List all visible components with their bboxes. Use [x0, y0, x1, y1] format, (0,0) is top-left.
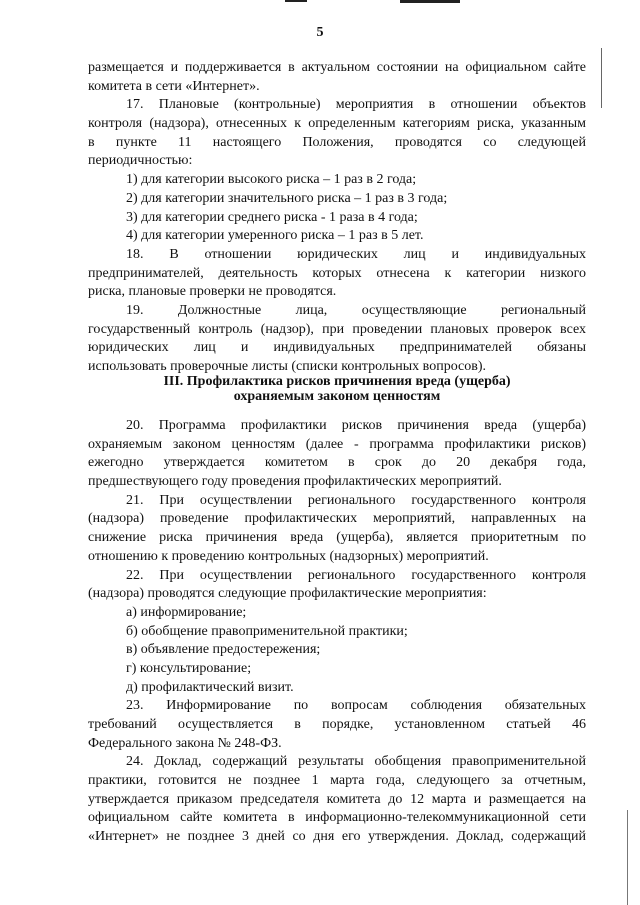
paragraph-20: 20. Программа профилактики рисков причинения вреда (ущерба) [126, 418, 586, 433]
text-line: государственный контроль (надзор), при проведении плановых проверок всех [88, 321, 586, 337]
text-line: риска, плановые проверки не проводятся. [88, 284, 337, 300]
paragraph-18: 18. В отношении юридических лиц и индивидуальных [126, 246, 586, 262]
list-item: 2) для категории значительного риска – 1 раз в 3 года; [126, 190, 448, 206]
paragraph-19: 19. Должностные лица, осуществляющие региональный [126, 302, 586, 318]
list-item: 1) для категории высокого риска – 1 раз в 2 года; [126, 172, 417, 188]
text-line: охраняемым законом ценностям (далее - программа профилактики рисков) [88, 436, 586, 452]
text-line: Федерального закона № 248-ФЗ. [88, 735, 282, 751]
paragraph-22: 22. При осуществлении регионального государственного контроля [126, 567, 586, 583]
text-line: (надзора) проведение профилактических мероприятий, направленных на [88, 511, 586, 527]
list-item: д) профилактический визит. [126, 679, 294, 695]
heading-line: охраняемым законом ценностям [233, 389, 441, 404]
text-line: официальном сайте комитета в информационно-телекоммуникационной сети [88, 810, 586, 826]
list-item: г) консультирование; [126, 660, 252, 676]
text-line: требований осуществляется в порядке, установленном статьей 46 [88, 717, 586, 732]
paragraph-21: 21. При осуществлении регионального государственного контроля [126, 492, 586, 508]
text-line: утверждается приказом председателя комитета до 12 марта и размещается на [88, 791, 586, 807]
text-line: отношению к проведению контрольных (надзорных) мероприятий. [88, 548, 489, 564]
list-item: а) информирование; [126, 604, 247, 620]
text-line: размещается и поддерживается в актуальном состоянии на официальном сайте [88, 60, 586, 75]
list-item: 3) для категории среднего риска - 1 раза в 4 года; [126, 209, 418, 225]
text-line: (надзора) проводятся следующие профилактические мероприятия: [88, 586, 487, 602]
text-line: использовать проверочные листы (списки контрольных вопросов). [88, 359, 487, 374]
scan-margin-line-lower [627, 810, 628, 905]
list-item: 4) для категории умеренного риска – 1 раз в 5 лет. [126, 228, 424, 244]
text-line: контроля (надзора), отнесенных к определенным категориям риска, указанным [88, 116, 586, 132]
scan-margin-line [601, 48, 602, 108]
scan-mark-left [285, 0, 307, 2]
heading-line: III. Профилактика рисков причинения вреда (ущерба) [163, 374, 511, 389]
text-line: в пункте 11 настоящего Положения, проводятся со следующей [88, 134, 586, 150]
paragraph-24: 24. Доклад, содержащий результаты обобщения правоприменительной [126, 754, 586, 770]
body-text-bottom [88, 417, 586, 847]
scan-mark-right [400, 0, 460, 3]
text-line: юридических лиц и индивидуальных предпринимателей обязаны [88, 340, 586, 356]
text-line: «Интернет» не позднее 3 дней со дня его утверждения. Доклад, содержащий [88, 829, 586, 845]
body-text-top [88, 59, 586, 377]
page-number: 5 [316, 25, 324, 40]
text-line: практики, готовится не позднее 1 марта года, следующего за отчетным, [88, 773, 586, 789]
text-line: предпринимателей, деятельность которых отнесена к категории низкого [88, 265, 586, 281]
text-line: предшествующего году проведения профилактических мероприятий. [88, 474, 502, 490]
text-line: периодичностью: [88, 153, 193, 169]
list-item: в) объявление предостережения; [126, 642, 321, 658]
text-line: ежегодно утверждается комитетом в срок до 20 декабря года, [88, 455, 586, 471]
list-item: б) обобщение правоприменительной практики; [126, 623, 408, 639]
paragraph-17: 17. Плановые (контрольные) мероприятия в отношении объектов [126, 97, 586, 113]
section-heading [88, 374, 586, 404]
text-line: комитета в сети «Интернет». [88, 78, 260, 94]
text-line: снижение риска причинения вреда (ущерба), является приоритетным по [88, 530, 586, 546]
paragraph-23: 23. Информирование по вопросам соблюдения обязательных [126, 698, 586, 714]
